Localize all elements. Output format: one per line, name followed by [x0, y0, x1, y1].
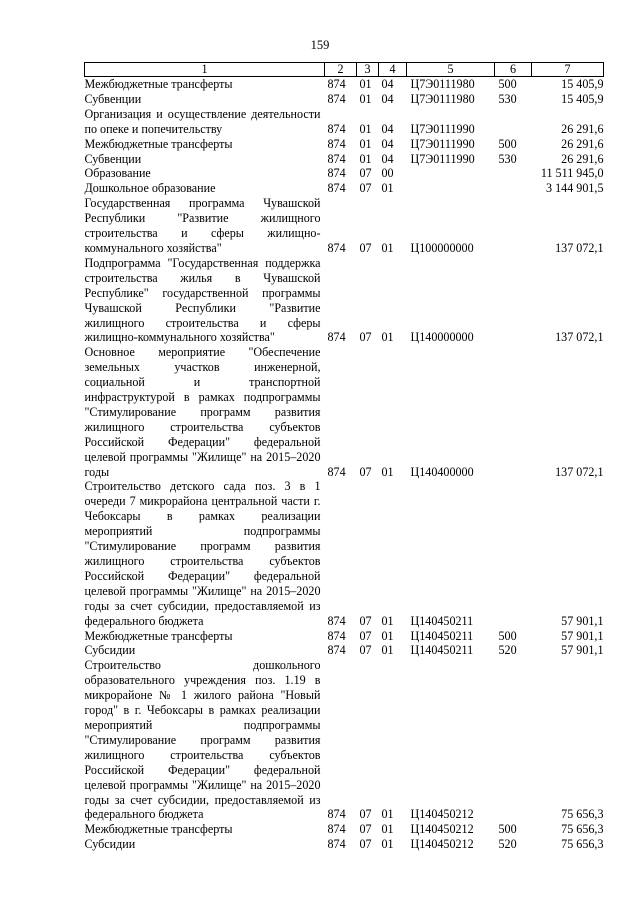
row-amount: 26 291,6 [561, 136, 604, 151]
row-target-article [407, 181, 495, 196]
row-subsection: 01 [381, 613, 394, 628]
table-row [85, 107, 604, 137]
table-body [85, 77, 604, 853]
row-section: 07 [359, 807, 372, 822]
row-target-article: Ц140400000 [410, 464, 474, 479]
row-amount: 75 656,3 [561, 822, 604, 837]
row-target-article: Ц100000000 [410, 240, 474, 255]
row-name: Основное мероприятие "Обеспечение земельных участков инженерной, социальной и транспортной инфраструктурой в рамках подпрограммы "Стимулирование программ развития жилищного строительства субъектов Российской Федерации" федеральной целевой программы "Жилище" на 2015–2020 годы [84, 345, 321, 479]
row-subsection: 04 [381, 121, 394, 136]
table-row [85, 345, 604, 479]
row-target-article: Ц7Э0111990 [410, 136, 475, 151]
row-amount: 15 405,9 [561, 77, 604, 91]
row-section: 07 [359, 464, 372, 479]
row-section: 07 [359, 643, 372, 658]
row-name: Субсидии [84, 837, 136, 852]
row-name: Субсидии [84, 643, 136, 658]
row-expense-type: 500 [498, 77, 517, 91]
row-name: Строительство детского сада поз. 3 в 1 очереди 7 микрорайона центральной части г. Чебоксары в рамках реализации мероприятий подпрограммы "Стимулирование программ развития жилищного строительства субъектов Российской Федерации" федеральной целевой программы "Жилище" на 2015–2020 годы за счет субсидии, предоставляемой из федерального бюджета [84, 479, 321, 628]
row-amount: 26 291,6 [561, 151, 604, 166]
table-row [85, 166, 604, 181]
header-col-2: 2 [325, 63, 357, 77]
row-amount: 57 901,1 [561, 628, 604, 643]
row-name: Строительство дошкольного образовательного учреждения поз. 1.19 в микрорайоне № 1 жилого района "Новый город" в г. Чебоксары в рамках реализации мероприятий подпрограммы "Стимулирование программ развития жилищного строительства субъектов Российской Федерации" федеральной целевой программы "Жилище" на 2015–2020 годы за счет субсидии, предоставляемой из федерального бюджета [84, 658, 321, 822]
row-name: Образование [84, 166, 151, 181]
table-row [85, 196, 604, 256]
row-name: Организация и осуществление деятельности по опеке и попечительству [84, 106, 321, 136]
row-target-article: Ц140450212 [410, 837, 474, 852]
header-col-3: 3 [357, 63, 379, 77]
row-subsection: 01 [381, 240, 394, 255]
row-admin-code: 874 [327, 330, 346, 345]
row-section: 07 [359, 628, 372, 643]
row-target-article: Ц7Э0111990 [410, 121, 475, 136]
row-subsection: 04 [381, 151, 394, 166]
table-row [85, 181, 604, 196]
row-subsection: 01 [381, 628, 394, 643]
row-expense-type [495, 256, 532, 345]
row-target-article: Ц140450212 [410, 822, 474, 837]
row-name: Субвенции [84, 151, 142, 166]
row-amount: 75 656,3 [561, 837, 604, 852]
row-target-article [407, 166, 495, 181]
row-subsection: 04 [381, 77, 394, 91]
row-subsection: 01 [381, 837, 394, 852]
row-target-article: Ц140450212 [410, 807, 474, 822]
row-target-article: Ц7Э0111980 [410, 77, 475, 91]
row-expense-type: 530 [498, 91, 517, 106]
row-amount: 15 405,9 [561, 91, 604, 106]
row-amount: 137 072,1 [555, 330, 604, 345]
row-amount: 26 291,6 [561, 121, 604, 136]
row-name: Межбюджетные трансферты [84, 77, 233, 91]
row-section: 07 [359, 240, 372, 255]
row-expense-type: 500 [498, 822, 517, 837]
table-row [85, 629, 604, 644]
row-section: 07 [359, 822, 372, 837]
header-col-1: 1 [85, 63, 325, 77]
row-section: 01 [359, 91, 372, 106]
row-section: 01 [359, 136, 372, 151]
table-row [85, 822, 604, 837]
header-col-4: 4 [379, 63, 407, 77]
row-name: Межбюджетные трансферты [84, 628, 233, 643]
header-col-7: 7 [532, 63, 604, 77]
budget-table [84, 62, 604, 852]
row-name: Межбюджетные трансферты [84, 136, 233, 151]
row-subsection: 01 [381, 822, 394, 837]
table-row [85, 658, 604, 822]
row-target-article: Ц7Э0111990 [410, 151, 475, 166]
row-section: 01 [359, 77, 372, 91]
header-col-5: 5 [407, 63, 495, 77]
row-admin-code: 874 [327, 628, 346, 643]
row-expense-type [495, 345, 532, 479]
row-expense-type: 500 [498, 136, 517, 151]
row-admin-code: 874 [327, 166, 346, 181]
table-row [85, 256, 604, 345]
row-expense-type: 520 [498, 643, 517, 658]
table-row [85, 92, 604, 107]
page-number: 159 [310, 38, 330, 52]
row-subsection: 01 [381, 330, 394, 345]
row-expense-type: 500 [498, 628, 517, 643]
row-admin-code: 874 [327, 77, 346, 91]
table-row [85, 479, 604, 628]
row-expense-type [495, 166, 532, 181]
row-subsection: 04 [381, 136, 394, 151]
row-admin-code: 874 [327, 136, 346, 151]
row-subsection: 01 [381, 643, 394, 658]
row-name: Подпрограмма "Государственная поддержка строительства жилья в Чувашской Республике" государственной программы Чувашской Республики "Развитие жилищного строительства и сферы жилищно-коммунального хозяйства" [84, 255, 321, 345]
row-amount: 57 901,1 [561, 613, 604, 628]
row-amount: 57 901,1 [561, 643, 604, 658]
row-target-article: Ц7Э0111980 [410, 91, 475, 106]
row-subsection: 01 [381, 807, 394, 822]
row-name: Дошкольное образование [84, 181, 216, 196]
row-expense-type [495, 658, 532, 822]
table-row [85, 137, 604, 152]
row-section: 07 [359, 181, 372, 196]
header-col-6: 6 [495, 63, 532, 77]
row-amount: 11 511 945,0 [540, 166, 604, 181]
row-section: 07 [359, 837, 372, 852]
row-name: Государственная программа Чувашской Республики "Развитие жилищного строительства и сферы жилищно-коммунального хозяйства" [84, 196, 321, 255]
row-expense-type: 530 [498, 151, 517, 166]
row-section: 01 [359, 151, 372, 166]
row-admin-code: 874 [327, 613, 346, 628]
row-section: 01 [359, 121, 372, 136]
row-section: 07 [359, 613, 372, 628]
row-subsection: 01 [381, 464, 394, 479]
row-expense-type [495, 196, 532, 256]
row-name: Межбюджетные трансферты [84, 822, 233, 837]
row-name: Субвенции [84, 91, 142, 106]
row-amount: 75 656,3 [561, 807, 604, 822]
table-row [85, 643, 604, 658]
row-expense-type [495, 479, 532, 628]
row-admin-code: 874 [327, 837, 346, 852]
row-admin-code: 874 [327, 151, 346, 166]
row-section: 07 [359, 330, 372, 345]
row-target-article: Ц140450211 [410, 628, 474, 643]
table-row [85, 837, 604, 852]
row-admin-code: 874 [327, 181, 346, 196]
row-amount: 137 072,1 [555, 464, 604, 479]
row-admin-code: 874 [327, 643, 346, 658]
row-amount: 137 072,1 [555, 240, 604, 255]
row-admin-code: 874 [327, 121, 346, 136]
header-row [85, 63, 604, 77]
row-admin-code: 874 [327, 822, 346, 837]
row-subsection: 00 [381, 166, 394, 181]
table-row [85, 77, 604, 92]
row-admin-code: 874 [327, 807, 346, 822]
row-admin-code: 874 [327, 464, 346, 479]
row-subsection: 01 [381, 181, 394, 196]
row-amount: 3 144 901,5 [546, 181, 604, 196]
row-target-article: Ц140000000 [410, 330, 474, 345]
row-admin-code: 874 [327, 240, 346, 255]
row-expense-type: 520 [498, 837, 517, 852]
table-row [85, 152, 604, 167]
row-expense-type [495, 181, 532, 196]
row-section: 07 [359, 166, 372, 181]
row-subsection: 04 [381, 91, 394, 106]
row-target-article: Ц140450211 [410, 613, 474, 628]
row-admin-code: 874 [327, 91, 346, 106]
row-target-article: Ц140450211 [410, 643, 474, 658]
row-expense-type [495, 107, 532, 137]
